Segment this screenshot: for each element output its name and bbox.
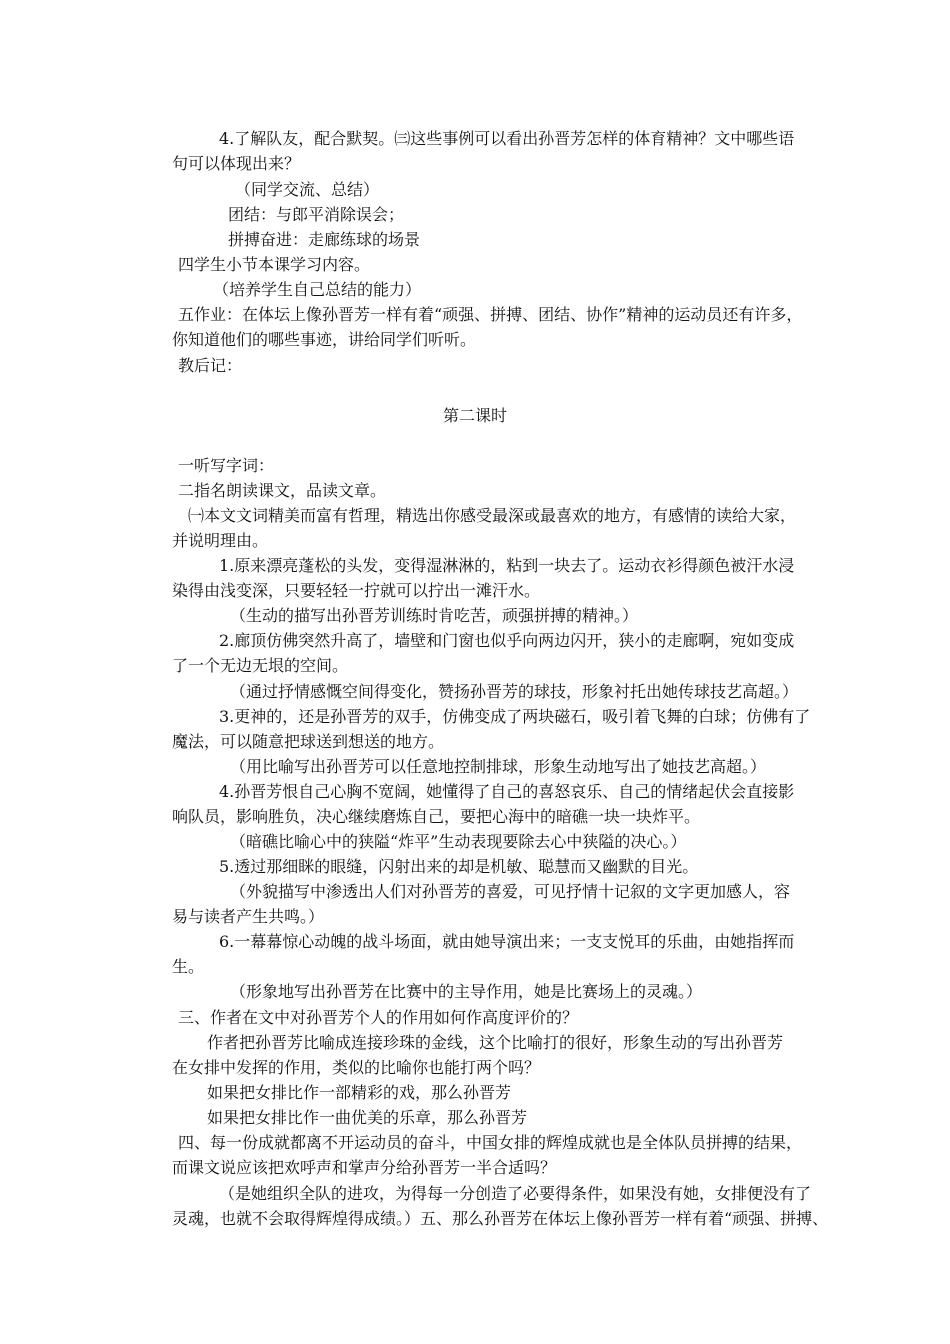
text-line: （用比喻写出孙晋芳可以任意地控制排球，形象生动地写出了她技艺高超。） [230, 757, 767, 776]
text-line: 教后记： [178, 356, 243, 375]
text-line: 而课文说应该把欢呼声和掌声分给孙晋芳一半合适吗？ [172, 1158, 557, 1177]
text-line: 团结：与郎平消除误会； [228, 205, 405, 224]
text-line: 五作业：在体坛上像孙晋芳一样有着“顽强、拼搏、团结、协作”精神的运动员还有许多， [178, 305, 803, 324]
text-line: 了一个无边无垠的空间。 [172, 656, 349, 675]
text-line: 并说明理由。 [172, 531, 269, 550]
text-line: 3.更神的，还是孙晋芳的双手，仿佛变成了两块磁石，吸引着飞舞的白球；仿佛有了 [219, 707, 811, 726]
text-line: 灵魂，也就不会取得辉煌得成绩。）五、那么孙晋芳在体坛上像孙晋芳一样有着“顽强、拼搏、 [172, 1209, 829, 1228]
text-line: 染得由浅变深，只要轻轻一拧就可以拧出一滩汗水。 [172, 581, 541, 600]
text-line: 1.原来漂亮蓬松的头发，变得湿淋淋的，粘到一块去了。运动衣衫得颜色被汗水浸 [219, 556, 795, 575]
text-line: 生。 [172, 957, 205, 976]
text-line: 4.了解队友，配合默契。㈢这些事例可以看出孙晋芳怎样的体育精神？文中哪些语 [219, 129, 795, 148]
text-line: （通过抒情感慨空间得变化，赞扬孙晋芳的球技，形象衬托出她传球技艺高超。） [230, 682, 799, 701]
text-line: 作者把孙晋芳比喻成连接珍珠的金线，这个比喻打的很好，形象生动的写出孙晋芳 [207, 1033, 784, 1052]
text-line: 6.一幕幕惊心动魄的战斗场面，就由她导演出来；一支支悦耳的乐曲，由她指挥而 [219, 932, 795, 951]
text-line: 你知道他们的哪些事迹，讲给同学们听听。 [172, 330, 477, 349]
text-line: （生动的描写出孙晋芳训练时肯吃苦，顽强拼搏的精神。） [230, 606, 639, 625]
text-line: 易与读者产生共鸣。） [172, 907, 325, 926]
text-line: 2.廊顶仿佛突然升高了，墙壁和门窗也似乎向两边闪开，狭小的走廊啊，宛如变成 [219, 631, 795, 650]
text-line: 拼搏奋进：走廊练球的场景 [228, 230, 421, 249]
text-line: 响队员，影响胜负，决心继续磨炼自己，要把心海中的暗礁一块一块炸平。 [172, 807, 701, 826]
section-title: 第二课时 [442, 406, 507, 425]
text-line: （暗礁比喻心中的狭隘“炸平”生动表现要除去心中狭隘的决心。） [230, 832, 687, 851]
text-line: （同学交流、总结） [235, 180, 380, 199]
text-line: 三、作者在文中对孙晋芳个人的作用如何作高度评价的？ [178, 1008, 579, 1027]
text-line: 二指名朗读课文，品读文章。 [178, 481, 387, 500]
text-line: 一听写字词： [178, 456, 275, 475]
text-line: 在女排中发挥的作用，类似的比喻你也能打两个吗？ [172, 1058, 541, 1077]
text-line: 5.透过那细眯的眼缝，闪射出来的却是机敏、聪慧而又幽默的目光。 [219, 857, 699, 876]
text-line: 如果把女排比作一部精彩的戏，那么孙晋芳 [207, 1083, 512, 1102]
text-line: （是她组织全队的进攻，为得每一分创造了必要得条件，如果没有她，女排便没有了 [219, 1184, 812, 1203]
text-line: 魔法，可以随意把球送到想送的地方。 [172, 732, 445, 751]
text-line: ㈠本文文词精美而富有哲理，精选出你感受最深或最喜欢的地方，有感情的读给大家， [188, 506, 797, 525]
text-line: 如果把女排比作一曲优美的乐章，那么孙晋芳 [207, 1108, 528, 1127]
text-line: 句可以体现出来？ [172, 154, 301, 173]
text-line: （培养学生自己总结的能力） [213, 280, 422, 299]
text-line: 四、每一份成就都离不开运动员的奋斗，中国女排的辉煌成就也是全体队员拼搏的结果， [178, 1133, 803, 1152]
text-line: 四学生小节本课学习内容。 [178, 255, 371, 274]
text-line: （形象地写出孙晋芳在比赛中的主导作用，她是比赛场上的灵魂。） [230, 982, 703, 1001]
text-line: （外貌描写中渗透出人们对孙晋芳的喜爱，可见抒情十记叙的文字更加感人，容 [230, 882, 791, 901]
text-line: 4.孙晋芳恨自己心胸不宽阔，她懂得了自己的喜怒哀乐、自己的情绪起伏会直接影 [219, 782, 795, 801]
